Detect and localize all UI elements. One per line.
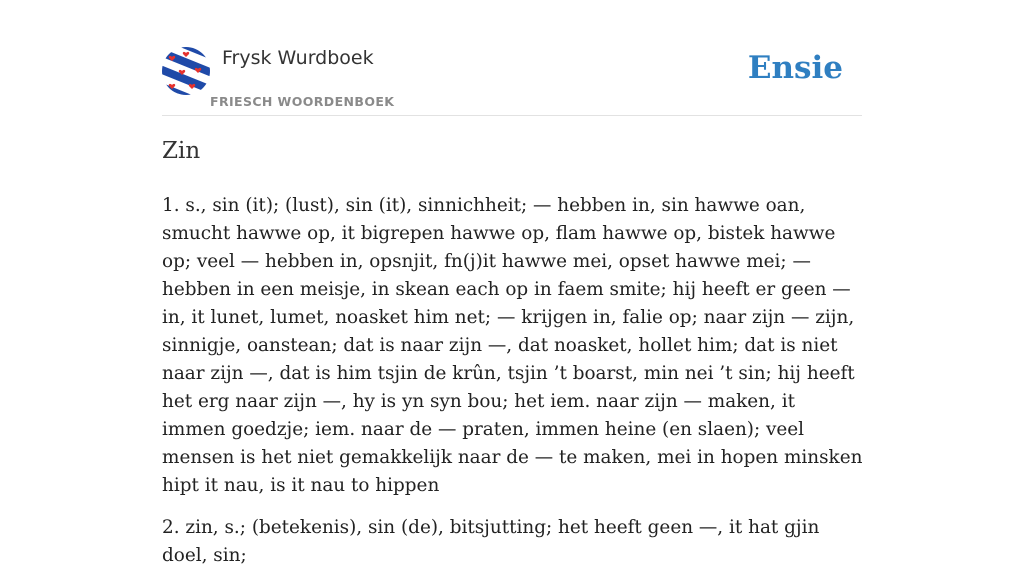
site-subtitle: FRIESCH WOORDENBOEK	[210, 94, 395, 109]
entry-title: Zin	[162, 138, 201, 164]
definitions-list	[162, 192, 864, 584]
friesland-flag-icon[interactable]	[162, 47, 210, 95]
site-title[interactable]: Frysk Wurdboek	[222, 47, 374, 69]
site-header	[162, 44, 862, 116]
brand-logo-link[interactable]: Ensie	[747, 50, 843, 86]
definition-item: 2. zin, s.; (betekenis), sin (de), bitsjutting; het heeft geen —, it hat gjin doel, sin;	[162, 517, 820, 566]
definition-item: 1. s., sin (it); (lust), sin (it), sinnichheit; — hebben in, sin hawwe oan, smucht hawwe op, it bigrepen hawwe op, flam hawwe op, bistek hawwe op; veel — hebben in, opsnjit, fn(j)it hawwe mei, opset hawwe mei; — hebben in een meisje, in skean each op in faem smite; hij heeft er geen — in, it lunet, lumet, noasket him net; — krijgen in, falie op; naar zijn — zijn, sinnigje, oanstean; dat is naar zijn —, dat noasket, hollet him; dat is niet naar zijn —, dat is him tsjin de krûn, tsjin ’t boarst, min nei ’t sin; hij heeft het erg naar zijn —, hy is yn syn bou; het iem. naar zijn — maken, it immen goedzje; iem. naar de — praten, immen heine (en slaen); veel mensen is het niet gemakkelijk naar de — te maken, mei in hopen minsken hipt it nau, is it nau to hippen	[162, 195, 863, 496]
